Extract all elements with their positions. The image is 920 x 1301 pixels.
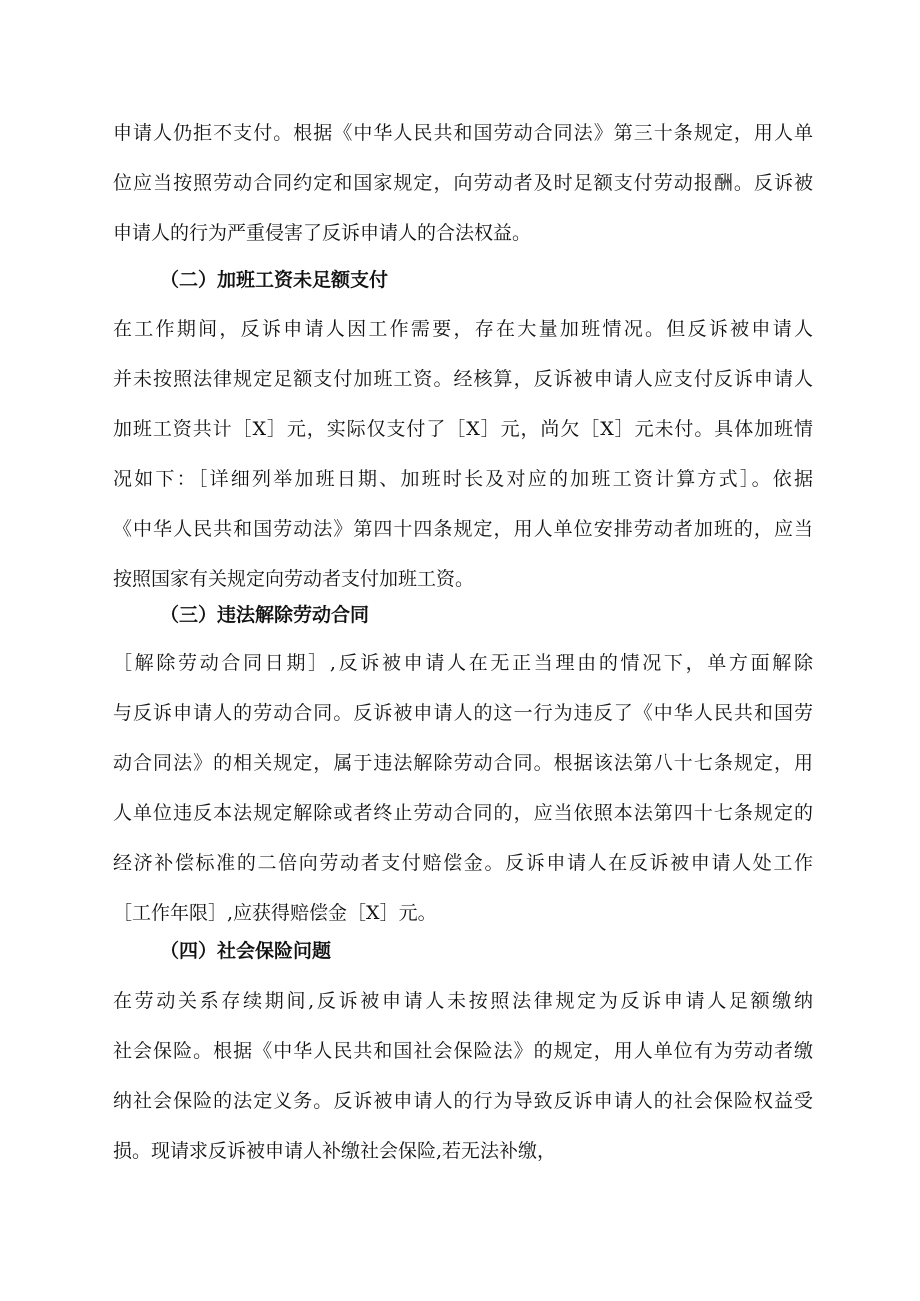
text-line: 在劳动关系存续期间,反诉被申请人未按照法律规定为反诉申请人足额缴纳	[113, 990, 813, 1012]
text-line: 在工作期间，反诉申请人因工作需要，存在大量加班情况。但反诉被申请人	[113, 318, 813, 340]
text-line: 按照国家有关规定向劳动者支付加班工资。	[113, 568, 475, 590]
text-line: ［工作年限］,应获得赔偿金［X］元。	[113, 902, 437, 924]
text-line: 况如下：［详细列举加班日期、加班时长及对应的加班工资计算方式］。依据	[113, 468, 813, 490]
text-line: 《中华人民共和国劳动法》第四十四条规定，用人单位安排劳动者加班的，应当	[113, 518, 813, 540]
paragraph-unpaid-wages-continuation	[113, 108, 813, 258]
text-line: 损。现请求反诉被申请人补缴社会保险,若无法补缴，	[113, 1140, 557, 1162]
paragraph-social-insurance	[113, 976, 813, 1176]
paragraph-illegal-termination	[113, 638, 813, 938]
text-line: 加班工资共计［X］元，实际仅支付了［X］元，尚欠［X］元未付。具体加班情	[113, 418, 813, 440]
text-line: 申请人仍拒不支付。根据《中华人民共和国劳动合同法》第三十条规定，用人单	[113, 122, 813, 144]
text-line: 并未按照法律规定足额支付加班工资。经核算，反诉被申请人应支付反诉申请人	[113, 368, 813, 390]
section-heading-social-insurance: （四）社会保险问题	[160, 940, 332, 962]
text-line: 经济补偿标准的二倍向劳动者支付赔偿金。反诉申请人在反诉被申请人处工作	[113, 852, 813, 874]
paragraph-overtime-pay	[113, 304, 813, 604]
text-line: 位应当按照劳动合同约定和国家规定，向劳动者及时足额支付劳动报酬。反诉被	[113, 172, 813, 194]
text-line: 社会保险。根据《中华人民共和国社会保险法》的规定，用人单位有为劳动者缴	[113, 1040, 813, 1062]
text-line: ［解除劳动合同日期］,反诉被申请人在无正当理由的情况下，单方面解除	[113, 652, 813, 674]
text-line: 人单位违反本法规定解除或者终止劳动合同的，应当依照本法第四十七条规定的	[113, 802, 813, 824]
text-line: 申请人的行为严重侵害了反诉申请人的合法权益。	[113, 222, 532, 244]
text-line: 动合同法》的相关规定，属于违法解除劳动合同。根据该法第八十七条规定，用	[113, 752, 813, 774]
text-line: 纳社会保险的法定义务。反诉被申请人的行为导致反诉申请人的社会保险权益受	[113, 1090, 813, 1112]
section-heading-illegal-termination: （三）违法解除劳动合同	[160, 604, 370, 626]
text-line: 与反诉申请人的劳动合同。反诉被申请人的这一行为违反了《中华人民共和国劳	[113, 702, 813, 724]
section-heading-overtime-pay: （二）加班工资未足额支付	[160, 269, 389, 291]
